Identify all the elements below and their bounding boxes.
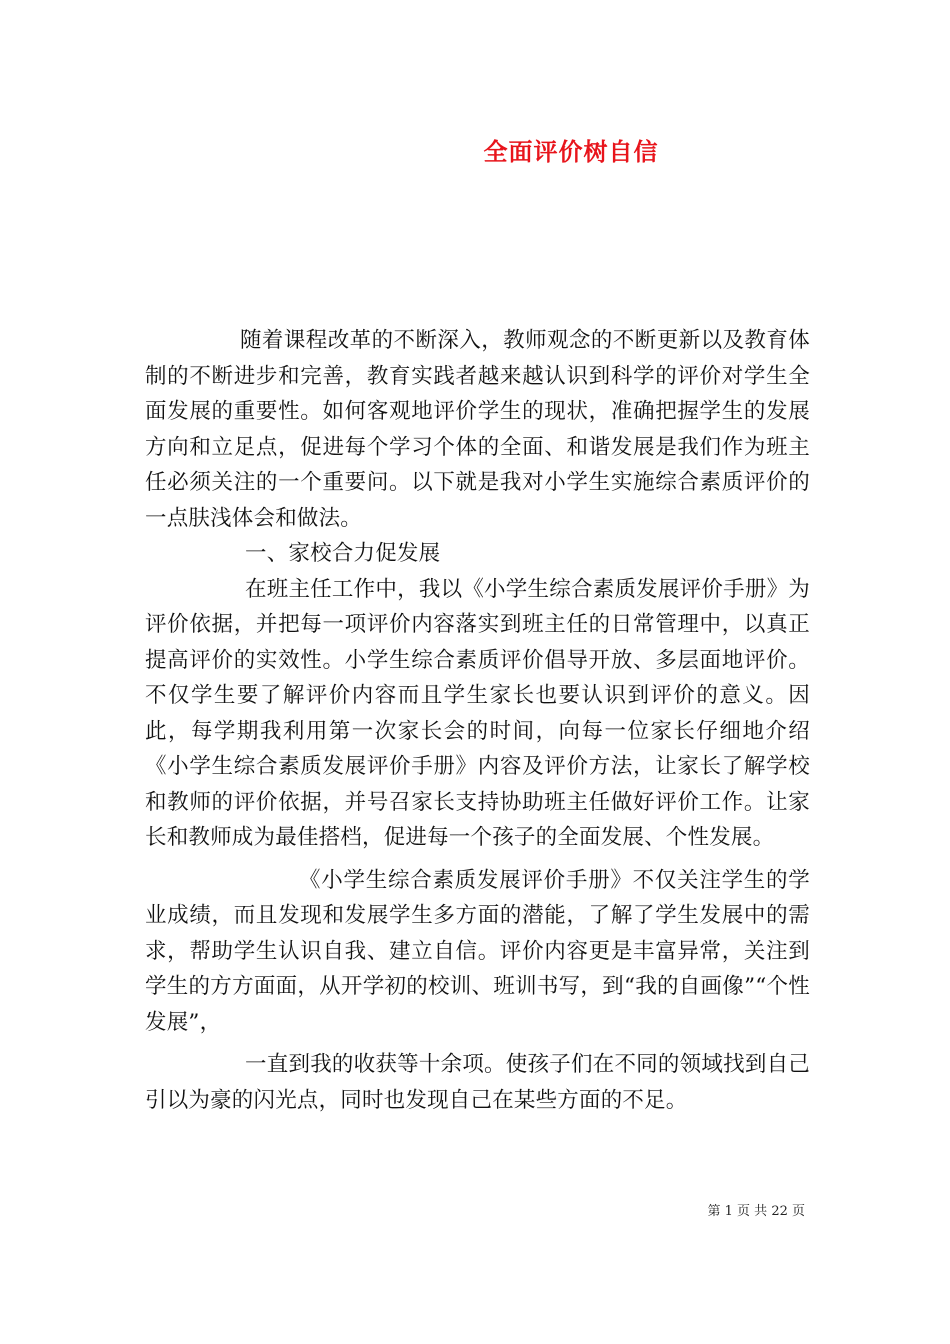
paragraph-spacer bbox=[145, 856, 810, 863]
paragraph-spacer bbox=[145, 1040, 810, 1047]
paragraph-intro: 随着课程改革的不断深入，教师观念的不断更新以及教育体制的不断进步和完善，教育实践者越来越认识到科学的评价对学生全面发展的重要性。如何客观地评价学生的现状，准确把握学生的发展方向和立足点，促进每个学习个体的全面、和谐发展是我们作为班主任必须关注的一个重要问。以下就是我对小学生实施综合素质评价的一点肤浅体会和做法。 bbox=[145, 328, 810, 531]
document-body bbox=[145, 323, 810, 1118]
paragraph-continuation: 一直到我的收获等十余项。使孩子们在不同的领域找到自己引以为豪的闪光点，同时也发现自己在某些方面的不足。 bbox=[145, 1052, 810, 1113]
page-number: 第 1 页 共 22 页 bbox=[707, 1204, 805, 1219]
paragraph-section-1: 在班主任工作中，我以《小学生综合素质发展评价手册》为评价依据，并把每一项评价内容落实到班主任的日常管理中，以真正提高评价的实效性。小学生综合素质评价倡导开放、多层面地评价。不仅学生要了解评价内容而且学生家长也要认识到评价的意义。因此，每学期我利用第一次家长会的时间，向每一位家长仔细地介绍《小学生综合素质发展评价手册》内容及评价方法，让家长了解学校和教师的评价依据，并号召家长支持协助班主任做好评价工作。让家长和教师成为最佳搭档，促进每一个孩子的全面发展、个性发展。 bbox=[145, 576, 810, 850]
section-heading: 一、家校合力促发展 bbox=[245, 541, 441, 566]
paragraph-handbook: 《小学生综合素质发展评价手册》不仅关注学生的学业成绩，而且发现和发展学生多方面的潜能，了解了学生发展中的需求，帮助学生认识自我、建立自信。评价内容更是丰富异常，关注到学生的方方面面，从开学初的校训、班训书写，到“我的自画像”“个性发展”， bbox=[145, 867, 810, 1035]
document-title: 全面评价树自信 bbox=[483, 138, 659, 166]
